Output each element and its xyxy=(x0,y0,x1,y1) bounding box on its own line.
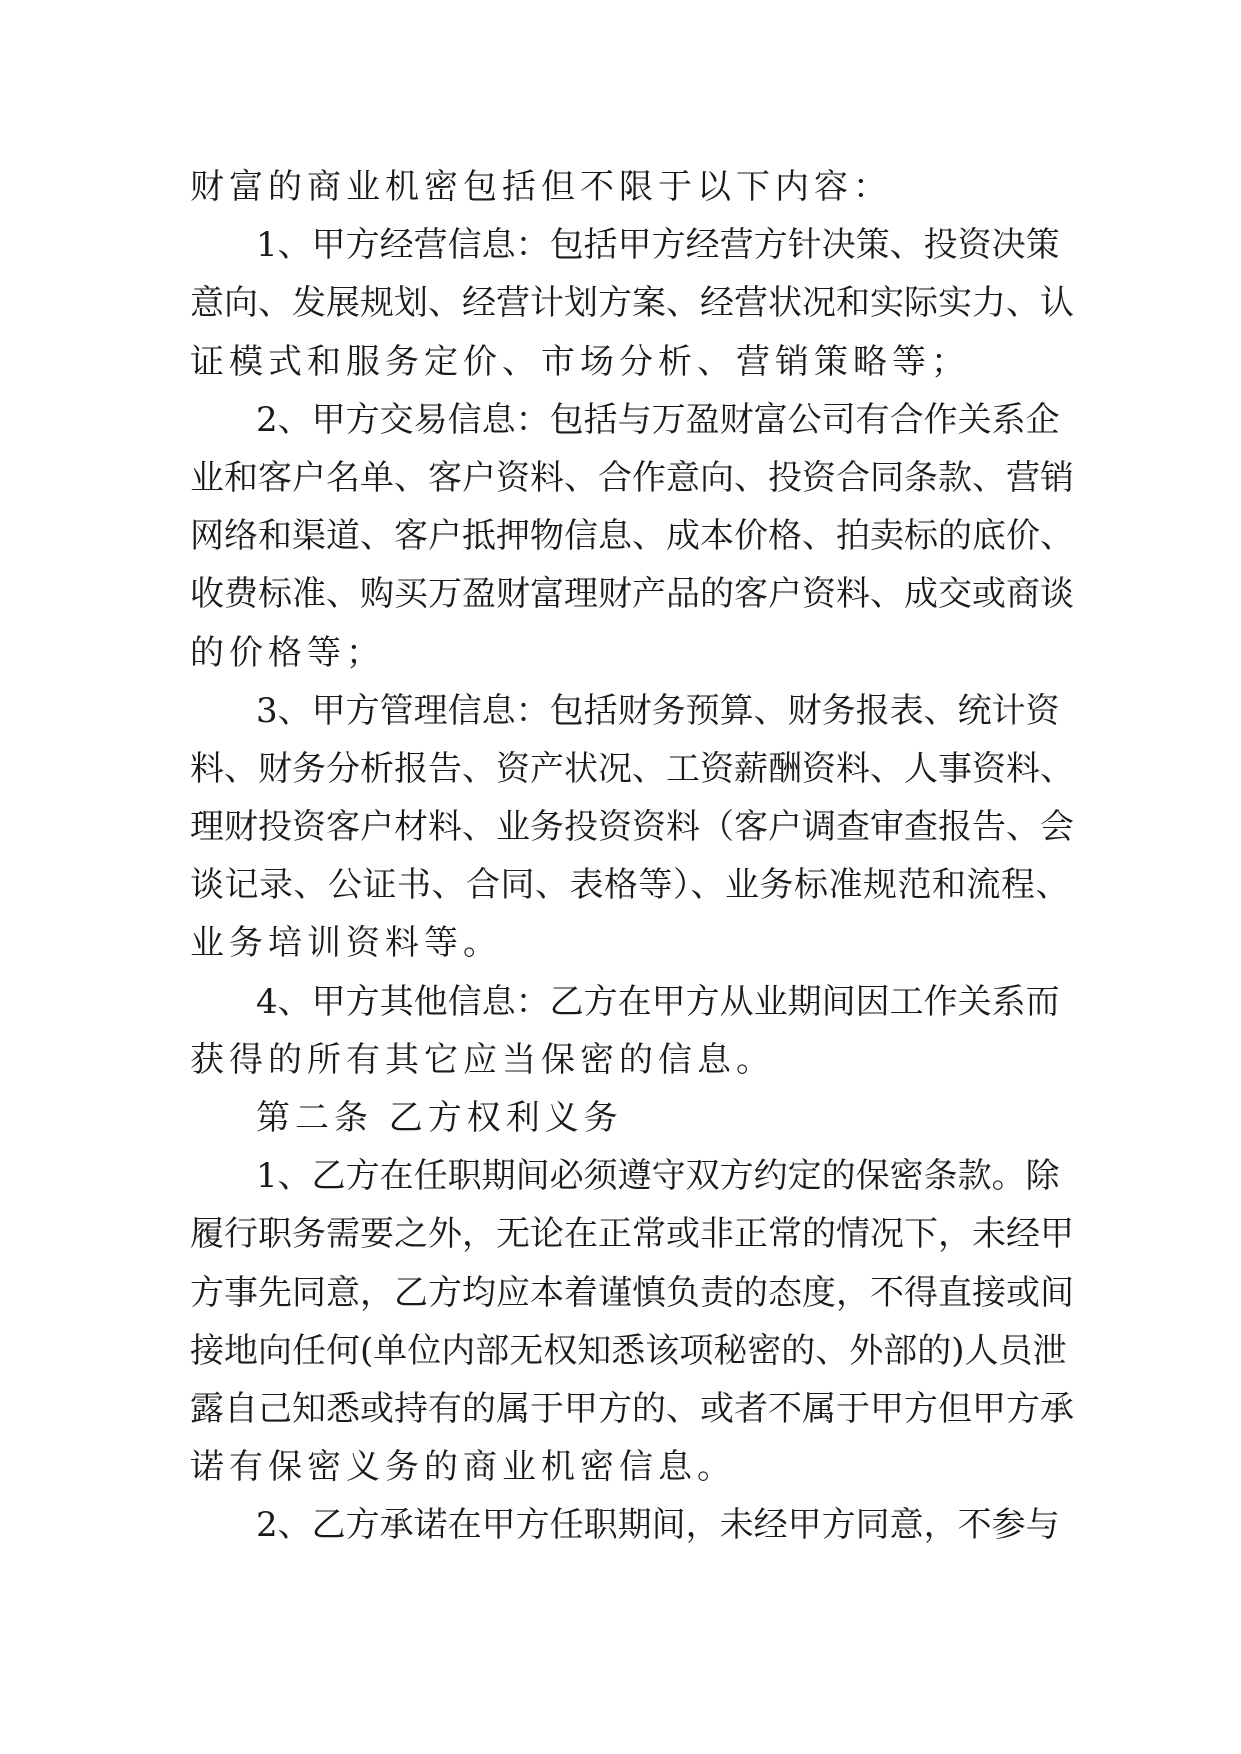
body-line: 料、财务分析报告、资产状况、工资薪酬资料、人事资料、 xyxy=(190,748,1074,789)
section-heading: 第二条 乙方权利义务 xyxy=(256,1098,623,1138)
body-line: 网络和渠道、客户抵押物信息、成本价格、拍卖标的底价、 xyxy=(190,516,1074,557)
body-line: 履行职务需要之外，无论在正常或非正常的情况下，未经甲 xyxy=(190,1214,1074,1255)
body-line: 业务培训资料等。 xyxy=(190,923,502,964)
body-line: 谈记录、公证书、合同、表格等）、业务标准规范和流程、 xyxy=(190,865,1070,906)
body-line: 露自己知悉或持有的属于甲方的、或者不属于甲方但甲方承 xyxy=(190,1388,1074,1429)
body-line: 诺有保密义务的商业机密信息。 xyxy=(190,1447,736,1488)
body-line: 获得的所有其它应当保密的信息。 xyxy=(190,1039,775,1080)
clause-3-heading-line: 3、甲方管理信息：包括财务预算、财务报表、统计资 xyxy=(256,690,1060,731)
article-2-clause-2-line: 2、乙方承诺在甲方任职期间，未经甲方同意，不参与 xyxy=(256,1505,1060,1546)
body-line: 业和客户名单、客户资料、合作意向、投资合同条款、营销 xyxy=(190,457,1074,498)
body-line: 方事先同意，乙方均应本着谨慎负责的态度，不得直接或间 xyxy=(190,1272,1074,1313)
clause-4-heading-line: 4、甲方其他信息：乙方在甲方从业期间因工作关系而 xyxy=(256,981,1060,1022)
article-2-clause-1-line: 1、乙方在任职期间必须遵守双方约定的保密条款。除 xyxy=(256,1156,1060,1197)
body-line: 的价格等； xyxy=(190,632,385,673)
body-line: 收费标准、购买万盈财富理财产品的客户资料、成交或商谈 xyxy=(190,574,1074,615)
body-line: 理财投资客户材料、业务投资资料（客户调查审查报告、会 xyxy=(190,807,1074,848)
body-line: 证模式和服务定价、市场分析、营销策略等； xyxy=(190,341,970,382)
body-line: 意向、发展规划、经营计划方案、经营状况和实际实力、认 xyxy=(190,283,1074,324)
clause-1-heading-line: 1、甲方经营信息：包括甲方经营方针决策、投资决策 xyxy=(256,225,1060,266)
body-line: 接地向任何(单位内部无权知悉该项秘密的、外部的)人员泄 xyxy=(190,1330,1067,1371)
clause-2-heading-line: 2、甲方交易信息：包括与万盈财富公司有合作关系企 xyxy=(256,399,1060,440)
body-line: 财富的商业机密包括但不限于以下内容： xyxy=(190,167,892,207)
document-body xyxy=(190,158,1074,1555)
